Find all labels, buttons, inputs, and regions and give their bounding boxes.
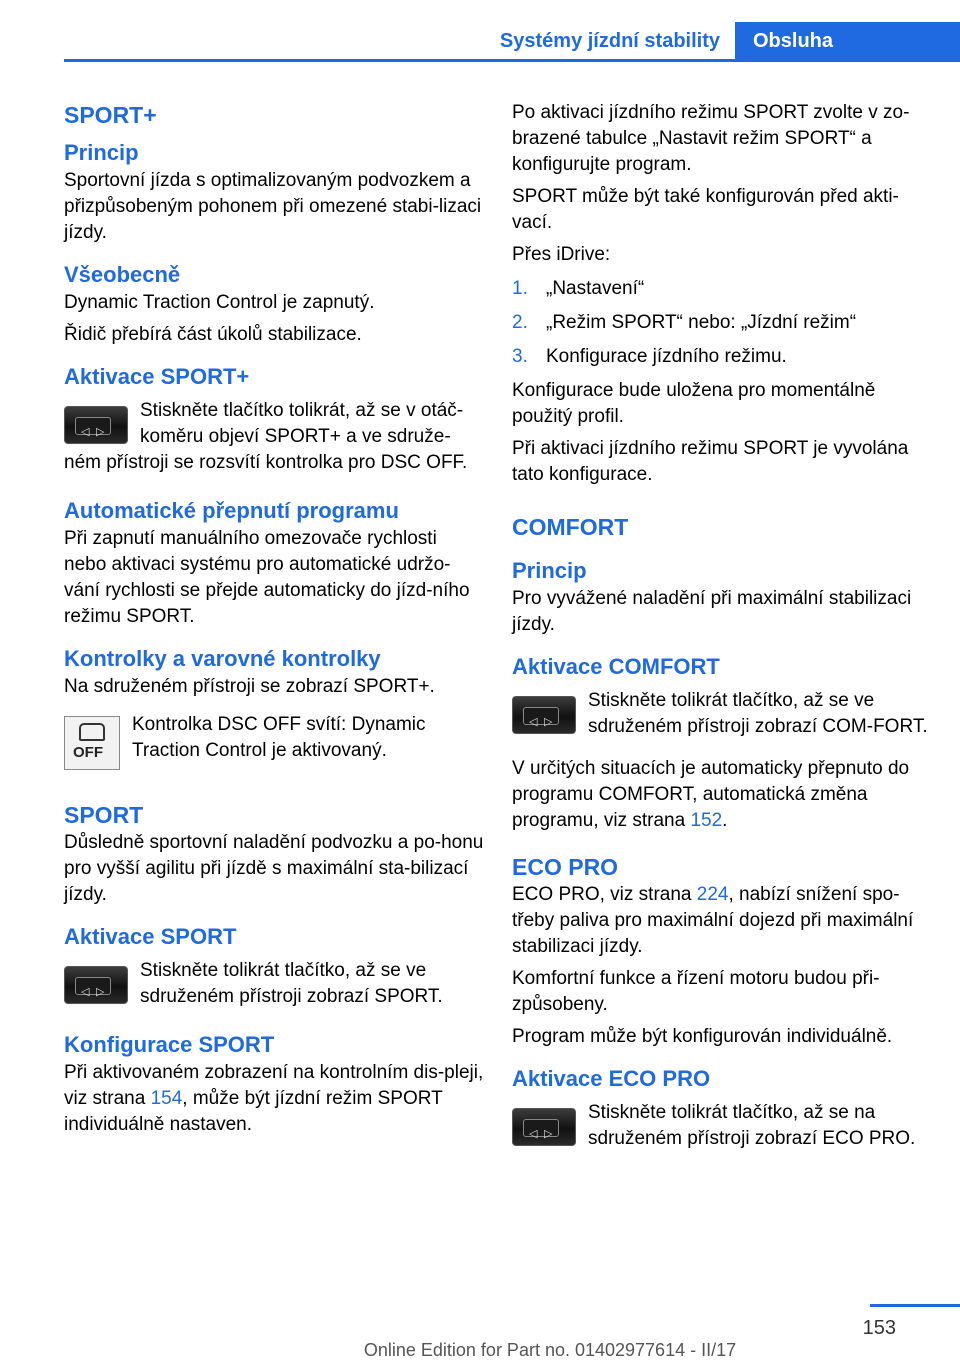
heading-aktivace-comfort: Aktivace COMFORT (512, 654, 720, 679)
heading-sport: SPORT (64, 802, 144, 828)
heading-automaticke-prepnuti: Automatické přepnutí programu (64, 498, 399, 523)
footer-edition: Online Edition for Part no. 01402977614 - II/17 (363, 1340, 737, 1360)
vseobecne-text-2: Řidič přebírá část úkolů stabilizace. (64, 324, 362, 345)
heading-aktivace-sport: Aktivace SPORT (64, 924, 237, 949)
sport-text: Důsledně sportovní naladění podvozku a po-honu pro vyšší agilitu při jízdě s maximální sta-bilizací jízdy. (64, 832, 484, 905)
left-column (64, 100, 484, 1138)
right-text-4: Konfigurace bude uložena pro momentálně použitý profil. (512, 380, 876, 427)
header-rule (64, 59, 735, 62)
heading-aktivace-eco-pro: Aktivace ECO PRO (512, 1066, 711, 1091)
comfort-auto-text: V určitých situacích je automaticky přepnuto do programu COMFORT, automatická změna programu, viz strana 152. (512, 758, 910, 831)
aktivace-sport-block (64, 958, 484, 1010)
aktivace-eco-pro-block (512, 1100, 932, 1152)
header-section-title: Systémy jízdní stability (499, 30, 720, 52)
right-text-5: Při aktivaci jízdního režimu SPORT je vyvolána tato konfigurace. (512, 438, 909, 485)
kontrolky-text: Na sdruženém přístroji se zobrazí SPORT+. (64, 676, 435, 697)
aktivace-sport-plus-text: Stiskněte tlačítko tolikrát, až se v otáč-koměru objeví SPORT+ a ve sdruže-ném přístroji se rozsvítí kontrolka pro DSC OFF. (64, 400, 468, 473)
footer-rule (870, 1304, 960, 1307)
eco-pro-text: ECO PRO, viz strana 224, nabízí snížení spo-třeby paliva pro maximální dojezd při maximální stabilizaci jízdy. (512, 884, 914, 957)
page-link-224[interactable]: 224 (696, 884, 729, 905)
page-number: 153 (862, 1317, 896, 1339)
right-text-3: Přes iDrive: (512, 244, 611, 265)
aktivace-comfort-block (512, 688, 932, 740)
heading-sport-plus: SPORT+ (64, 102, 157, 128)
dsc-off-block (64, 712, 484, 776)
list-item: 1. „Nastavení“ (512, 278, 645, 299)
aktivace-comfort-text: Stiskněte tolikrát tlačítko, až se ve sdruženém přístroji zobrazí COM-FORT. (588, 690, 928, 737)
heading-comfort: COMFORT (512, 514, 629, 540)
aktivace-sport-text: Stiskněte tolikrát tlačítko, až se ve sdruženém přístroji zobrazí SPORT. (140, 960, 443, 1007)
konfigurace-text: Při aktivovaném zobrazení na kontrolním dis-pleji, viz strana 154, může být jízdní režim SPORT individuálně nastaven. (64, 1062, 484, 1135)
page-header (64, 22, 960, 62)
idrive-steps-list (512, 276, 932, 370)
heading-princip: Princip (64, 140, 139, 165)
vseobecne-text-1: Dynamic Traction Control je zapnutý. (64, 292, 375, 313)
dsc-off-icon: OFF (64, 716, 120, 770)
princip-text: Sportovní jízda s optimalizovaným podvozkem a přizpůsobeným pohonem při omezené stabi-lizaci jízdy. (64, 170, 482, 243)
aktivace-sport-plus-block (64, 398, 484, 476)
right-text-1: Po aktivaci jízdního režimu SPORT zvolte v zo-brazené tabulce „Nastavit režim SPORT“ a konfigurujte program. (512, 102, 910, 175)
heading-comfort-princip: Princip (512, 558, 587, 583)
heading-aktivace-sport-plus: Aktivace SPORT+ (64, 364, 250, 389)
list-item: 2. „Režim SPORT“ nebo: „Jízdní režim“ (512, 312, 857, 333)
heading-konfigurace-sport: Konfigurace SPORT (64, 1032, 275, 1057)
right-text-2: SPORT může být také konfigurován před akti-vací. (512, 186, 899, 233)
list-item: 3. Konfigurace jízdního režimu. (512, 346, 787, 367)
automaticke-prepnuti-text: Při zapnutí manuálního omezovače rychlosti nebo aktivaci systému pro automatické udržo-vání rychlosti se přejde automaticky do jízd-ního režimu SPORT. (64, 528, 470, 627)
right-column (512, 100, 932, 1152)
header-tab: Obsluha (735, 22, 960, 62)
driving-mode-button-icon: ◁ ▷ (512, 1108, 576, 1146)
page-link-152[interactable]: 152 (690, 810, 723, 831)
heading-vseobecne: Všeobecně (64, 262, 181, 287)
dsc-off-text: Kontrolka DSC OFF svítí: Dynamic Traction Control je aktivovaný. (132, 714, 426, 761)
page-link-154[interactable]: 154 (150, 1088, 183, 1109)
aktivace-eco-pro-text: Stiskněte tolikrát tlačítko, až se na sdruženém přístroji zobrazí ECO PRO. (588, 1102, 916, 1149)
driving-mode-button-icon: ◁ ▷ (512, 696, 576, 734)
heading-kontrolky: Kontrolky a varovné kontrolky (64, 646, 381, 671)
driving-mode-button-icon: ◁ ▷ (64, 406, 128, 444)
eco-pro-text-3: Program může být konfigurován individuálně. (512, 1026, 893, 1047)
eco-pro-text-2: Komfortní funkce a řízení motoru budou při-způsobeny. (512, 968, 880, 1015)
driving-mode-button-icon: ◁ ▷ (64, 966, 128, 1004)
heading-eco-pro: ECO PRO (512, 854, 619, 880)
comfort-princip-text: Pro vyvážené naladění při maximální stabilizaci jízdy. (512, 588, 912, 635)
